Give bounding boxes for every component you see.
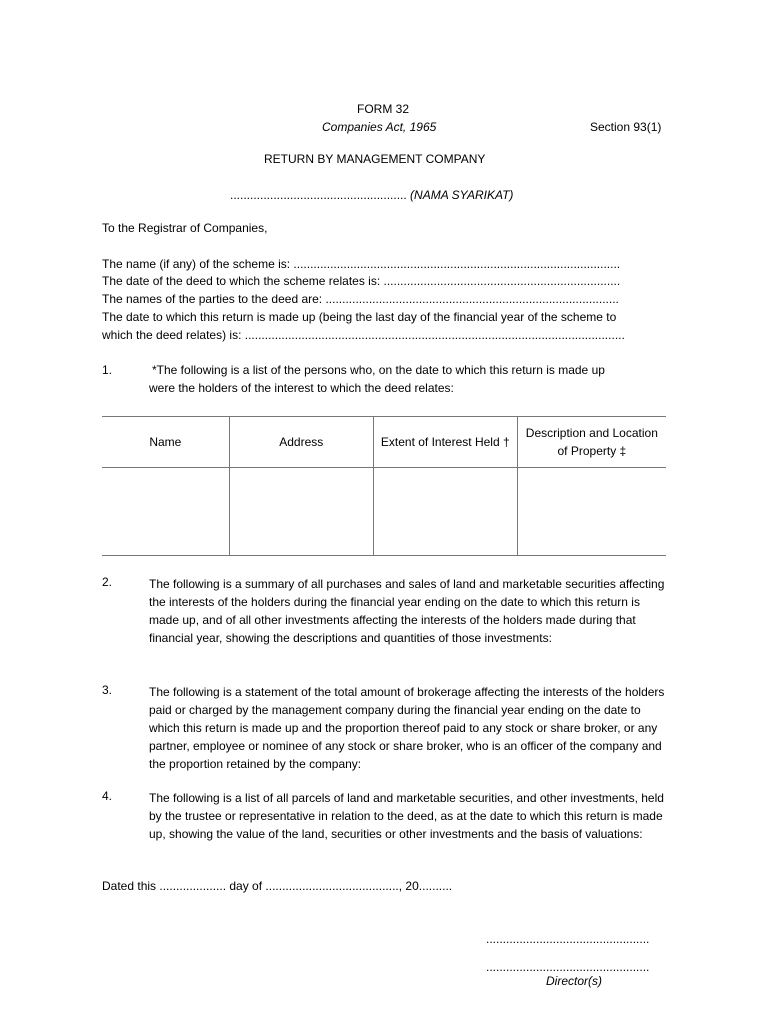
item-4-number: 4. bbox=[102, 789, 113, 803]
deed-parties-line: The names of the parties to the deed are: ........................................................................................ bbox=[102, 292, 619, 306]
act-reference: Companies Act, 1965 bbox=[322, 120, 437, 134]
item-2-text: The following is a summary of all purchases and sales of land and marketable securities affecting the interests of the holders during the financial year ending on the date to which this return is made up, and of all other investments affecting the interests of the holders made during that financial year, showing the descriptions and quantities of those investments: bbox=[149, 577, 665, 645]
table-row bbox=[102, 468, 666, 556]
item-4-text: The following is a list of all parcels of land and marketable securities, and other investments, held by the trustee or representative in relation to the deed, as at the date to which this return is made up, showing the value of the land, securities or other investments and the basis of valuations: bbox=[149, 791, 664, 841]
addressee: To the Registrar of Companies, bbox=[102, 221, 268, 235]
name-cell[interactable] bbox=[102, 468, 229, 556]
return-date-line: The date to which this return is made up (being the last day of the financial year of the scheme to bbox=[102, 310, 617, 324]
form-number: FORM 32 bbox=[357, 102, 410, 116]
address-cell[interactable] bbox=[229, 468, 373, 556]
holders-table-header-row bbox=[102, 417, 666, 468]
scheme-name-line: The name (if any) of the scheme is: .................................................................................................. bbox=[102, 257, 621, 271]
item-2-number: 2. bbox=[102, 575, 113, 589]
item-1-number: 1. bbox=[102, 363, 113, 377]
header-address: Address bbox=[229, 417, 373, 468]
dated-line: Dated this .................... day of ........................................, 20.......... bbox=[102, 879, 453, 893]
header-extent-of-interest: Extent of Interest Held † bbox=[373, 417, 517, 468]
signature-line-2: ................................................. bbox=[486, 960, 650, 974]
holders-table bbox=[102, 416, 666, 556]
company-name-line bbox=[230, 188, 513, 202]
extent-cell[interactable] bbox=[373, 468, 517, 556]
description-cell[interactable] bbox=[517, 468, 666, 556]
deed-date-line: The date of the deed to which the scheme relates is: ....................................................................... bbox=[102, 274, 621, 288]
header-description-location: Description and Location of Property ‡ bbox=[517, 417, 666, 468]
company-name-dots: ..................................................... bbox=[230, 188, 407, 202]
item-3-text: The following is a statement of the total amount of brokerage affecting the interests of the holders paid or charged by the management company during the financial year ending on the date to which this return is made up and the proportion thereof paid to any stock or share broker, or any partner, employee or nominee of any stock or share broker, who is an officer of the company and the proportion retained by the company: bbox=[149, 685, 665, 771]
company-name-label: (NAMA SYARIKAT) bbox=[410, 188, 514, 202]
signature-label: Director(s) bbox=[546, 974, 602, 988]
form-title: RETURN BY MANAGEMENT COMPANY bbox=[264, 152, 486, 166]
section-reference: Section 93(1) bbox=[590, 120, 662, 134]
item-1-text-line-2: were the holders of the interest to which the deed relates: bbox=[149, 381, 454, 395]
item-3-number: 3. bbox=[102, 683, 113, 697]
item-1-text-line-1: *The following is a list of the persons who, on the date to which this return is made up bbox=[152, 363, 605, 377]
header-name: Name bbox=[102, 417, 229, 468]
return-date-line-continued: which the deed relates) is: .................................................................................................................. bbox=[102, 328, 625, 342]
signature-line-1: ................................................. bbox=[486, 932, 650, 946]
